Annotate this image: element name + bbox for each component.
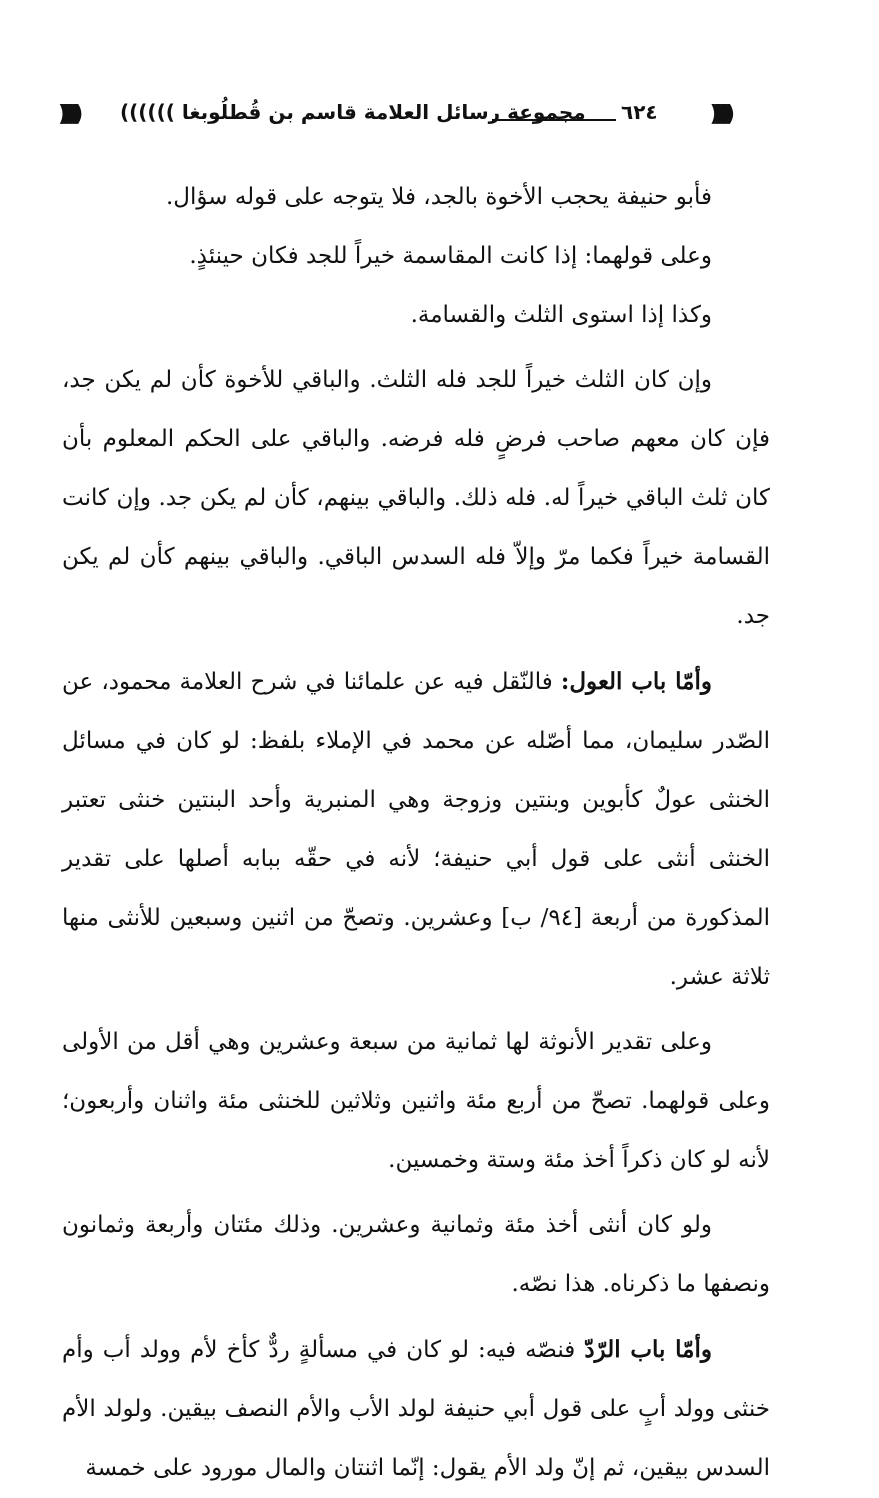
paragraph-6: وعلى تقدير الأنوثة لها ثمانية من سبعة وعشرين وهي أقل من الأولى وعلى قولهما. تصحّ من أربع مئة واثنين وثلاثين للخنثى مئة واثنان وأربعون؛ لأنه لو كان ذكراً أخذ مئة وستة وخمسين. bbox=[62, 1029, 770, 1173]
paragraph-8 bbox=[62, 1320, 770, 1498]
page-body bbox=[62, 168, 770, 1498]
paragraph-7: ولو كان أنثى أخذ مئة وثمانية وعشرين. وذلك مئتان وأربعة وثمانون ونصفها ما ذكرناه. هذا نصّه. bbox=[62, 1212, 770, 1297]
header-ornament-right: )))))) bbox=[709, 102, 728, 127]
section-heading-awl: وأمّا باب العول: bbox=[560, 668, 712, 695]
paragraph-5 bbox=[62, 652, 770, 1007]
paragraph-8-text: فنصّه فيه: لو كان في مسألةٍ ردٌّ كأخ لأم وولد أب وأم خنثى وولد أبٍ على قول أبي حنيفة لولد الأب والأم النصف بيقين. ولولد الأم السدس بيقين، ثم إنّ ولد الأم يقول: إنّما اثنتان والمال مورود على خمسة bbox=[62, 1337, 770, 1481]
header-rule bbox=[492, 119, 616, 121]
paragraph-3: وكذا إذا استوى الثلث والقسامة. bbox=[410, 302, 712, 328]
header-ornament-title: )))))) bbox=[120, 100, 175, 124]
running-header bbox=[58, 96, 766, 136]
paragraph-4: وإن كان الثلث خيراً للجد فله الثلث. والباقي للأخوة كأن لم يكن جد، فإن كان معهم صاحب فرضٍ فله فرضه. والباقي على الحكم المعلوم بأن كان ثلث الباقي خيراً له. فله ذلك. والباقي بينهم، كأن لم يكن جد. وإن كانت القسامة خيراً فكما مرّ وإلاّ فله السدس الباقي. والباقي بينهم كأن لم يكن جد. bbox=[62, 367, 770, 629]
book-title-text: مجموعة رسائل العلامة قاسم بن قُطلُوبغا bbox=[181, 100, 586, 124]
section-heading-radd: وأمّا باب الرّدّ bbox=[584, 1336, 712, 1363]
paragraph-5-text: فالنّقل فيه عن علمائنا في شرح العلامة محمود، عن الصّدر سليمان، مما أصّله عن محمد في الإملاء بلفظ: لو كان في مسائل الخنثى عولٌ كأبوين وبنتين وزوجة وهي المنبرية وأحد البنتين خنثى تعتبر الخنثى أنثى على قول أبي حنيفة؛ لأنه في حقّه ببابه أصلها على تقدير المذكورة من أربعة [٩٤/ ب] وعشرين. وتصحّ من اثنين وسبعين للأنثى منها ثلاثة عشر. bbox=[62, 669, 770, 990]
header-ornament-left: )))))) bbox=[58, 102, 77, 127]
paragraph-1: فأبو حنيفة يحجب الأخوة بالجد، فلا يتوجه على قوله سؤال. bbox=[165, 184, 712, 210]
paragraph-2: وعلى قولهما: إذا كانت المقاسمة خيراً للجد فكان حينئذٍ. bbox=[189, 243, 712, 269]
page-number: ٦٢٤ bbox=[621, 100, 658, 124]
